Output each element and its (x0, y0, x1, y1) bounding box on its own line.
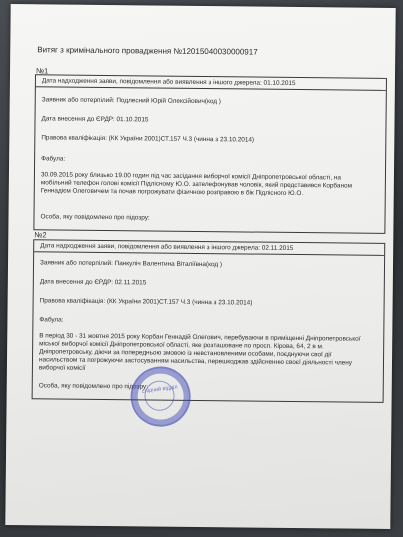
record-1-label: №1 (35, 66, 49, 76)
stamp-inner-ring (143, 379, 177, 413)
record-2-label: №2 (34, 230, 47, 240)
record-2-applicant: Заявник або потерпілий: Панкуліч Валентина Віталіївна(код ) (39, 259, 223, 269)
record-2-erdr-date: Дата внесення до ЄРДР: 02.11.2015 (39, 278, 147, 287)
record-1-applicant: Заявник або потерпілий: Подлесний Юрій Олексійович(код ) (41, 96, 221, 106)
record-2-qualification: Правова кваліфікація: (КК України 2001)СТ.157 Ч.3 (чинна з 23.10.2014) (39, 297, 253, 307)
document-sheet (5, 4, 395, 529)
record-2-table (32, 239, 386, 403)
document-title: Витяг з кримінального провадження №12015040030000917 (37, 45, 258, 57)
record-1-plot-text: 30.09.2015 року близько 19.00 годин під час засідання виборчої комісії Дніпропетровської області, на мобільний телефон голові комісії Підлісному Ю.О. зателефонував чоловік, який представився Корбаном Геннадієм Олеговичем та почав погрожувати фізичною розправою в бік Підлісного Ю.О. (40, 171, 353, 198)
stamp-text: слідчий відділ (141, 384, 178, 395)
record-2-plot-label: Фабула: (39, 316, 64, 324)
record-2-date-received: Дата надходження заяви, повідомлення або виявлення з іншого джерела: 02.11.2015 (40, 242, 294, 252)
record-2-suspect: Особа, яку повідомлено про підозру: (38, 382, 148, 391)
record-2-plot-text: В період 30 - 31 жовтня 2015 року Корбан Геннадій Олегович, перебуваючи в приміщенні Дніпропетровської міської виборчої комісії Дніпропетровської області, яке розташоване по просп. Кірова, 64, 2 в м. Дніпропетровську, діючи за попередньою змовою із невстановленими особами, поєднуючи свої дії насильством та погрожуючи застосуванням насильства, перешкоджав здійсненню своєї діяльності члену виборчої комісії (38, 332, 361, 372)
record-1-qualification: Правова кваліфікація: (КК України 2001)СТ.157 Ч.3 (чинна з 23.10.2014) (41, 134, 255, 144)
record-1-table (33, 74, 387, 234)
record-1-date-received: Дата надходження заяви, повідомлення або виявлення з іншого джерела: 01.10.2015 (41, 77, 296, 87)
record-1-plot-label: Фабула: (41, 155, 66, 163)
record-1-suspect: Особа, яку повідомлено про підозру: (40, 213, 150, 222)
record-1-erdr-date: Дата внесення до ЄРДР: 01.10.2015 (41, 115, 149, 124)
